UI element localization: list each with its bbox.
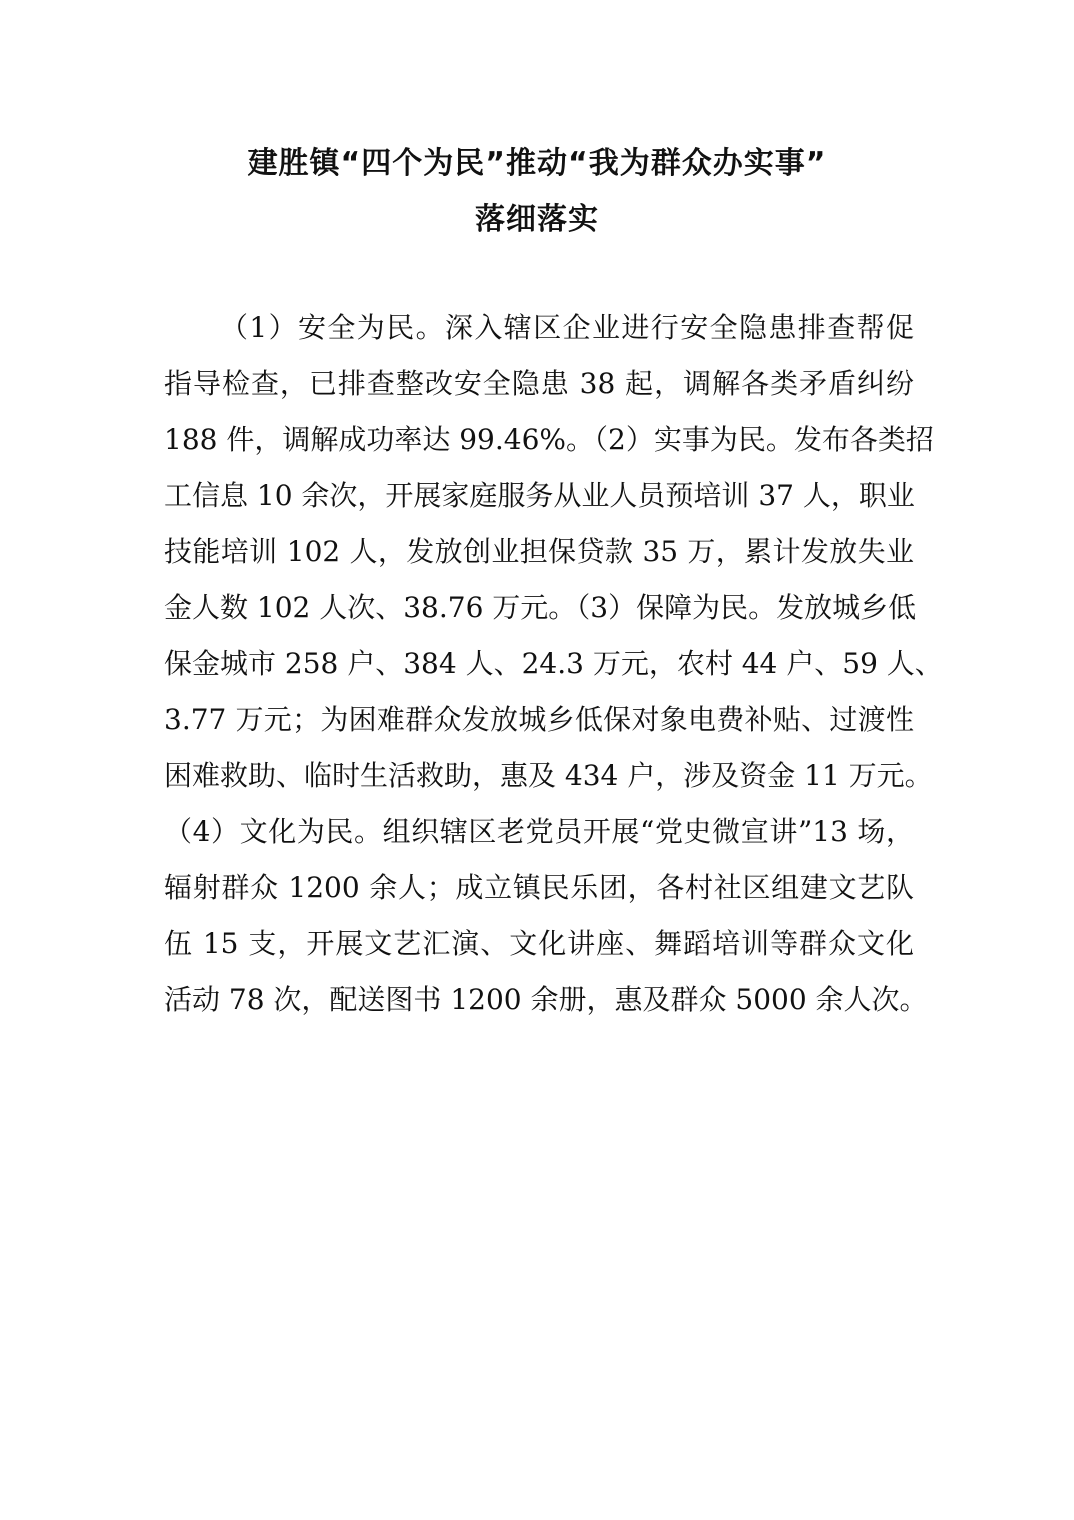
body-line: 辐射群众 1200 余人；成立镇民乐团，各村社区组建文艺队 xyxy=(164,871,914,904)
body-line: 活动 78 次，配送图书 1200 余册，惠及群众 5000 余人次。 xyxy=(164,983,928,1016)
document-title-line-2: 落细落实 xyxy=(475,202,599,237)
body-paragraph xyxy=(164,300,943,1028)
body-line: 188 件，调解成功率达 99.46%。（2）实事为民。发布各类招 xyxy=(164,423,934,456)
body-line: 技能培训 102 人，发放创业担保贷款 35 万，累计发放失业 xyxy=(164,535,914,568)
body-line: 伍 15 支，开展文艺汇演、文化讲座、舞蹈培训等群众文化 xyxy=(164,927,914,960)
body-line: 金人数 102 人次、38.76 万元。（3）保障为民。发放城乡低 xyxy=(164,591,917,624)
document-title-line-1: 建胜镇“四个为民”推动“我为群众办实事” xyxy=(247,146,827,181)
body-line: 工信息 10 余次，开展家庭服务从业人员预培训 37 人，职业 xyxy=(164,479,915,512)
body-line: （4）文化为民。组织辖区老党员开展“党史微宣讲”13 场， xyxy=(164,815,914,848)
body-line: 困难救助、临时生活救助，惠及 434 户，涉及资金 11 万元。 xyxy=(164,759,933,792)
body-line: （1）安全为民。深入辖区企业进行安全隐患排查帮促 xyxy=(220,311,914,344)
body-line: 保金城市 258 户、384 人、24.3 万元，农村 44 户、59 人、 xyxy=(164,647,943,680)
body-line: 指导检查，已排查整改安全隐患 38 起，调解各类矛盾纠纷 xyxy=(164,367,914,400)
body-line: 3.77 万元；为困难群众发放城乡低保对象电费补贴、过渡性 xyxy=(164,703,914,736)
